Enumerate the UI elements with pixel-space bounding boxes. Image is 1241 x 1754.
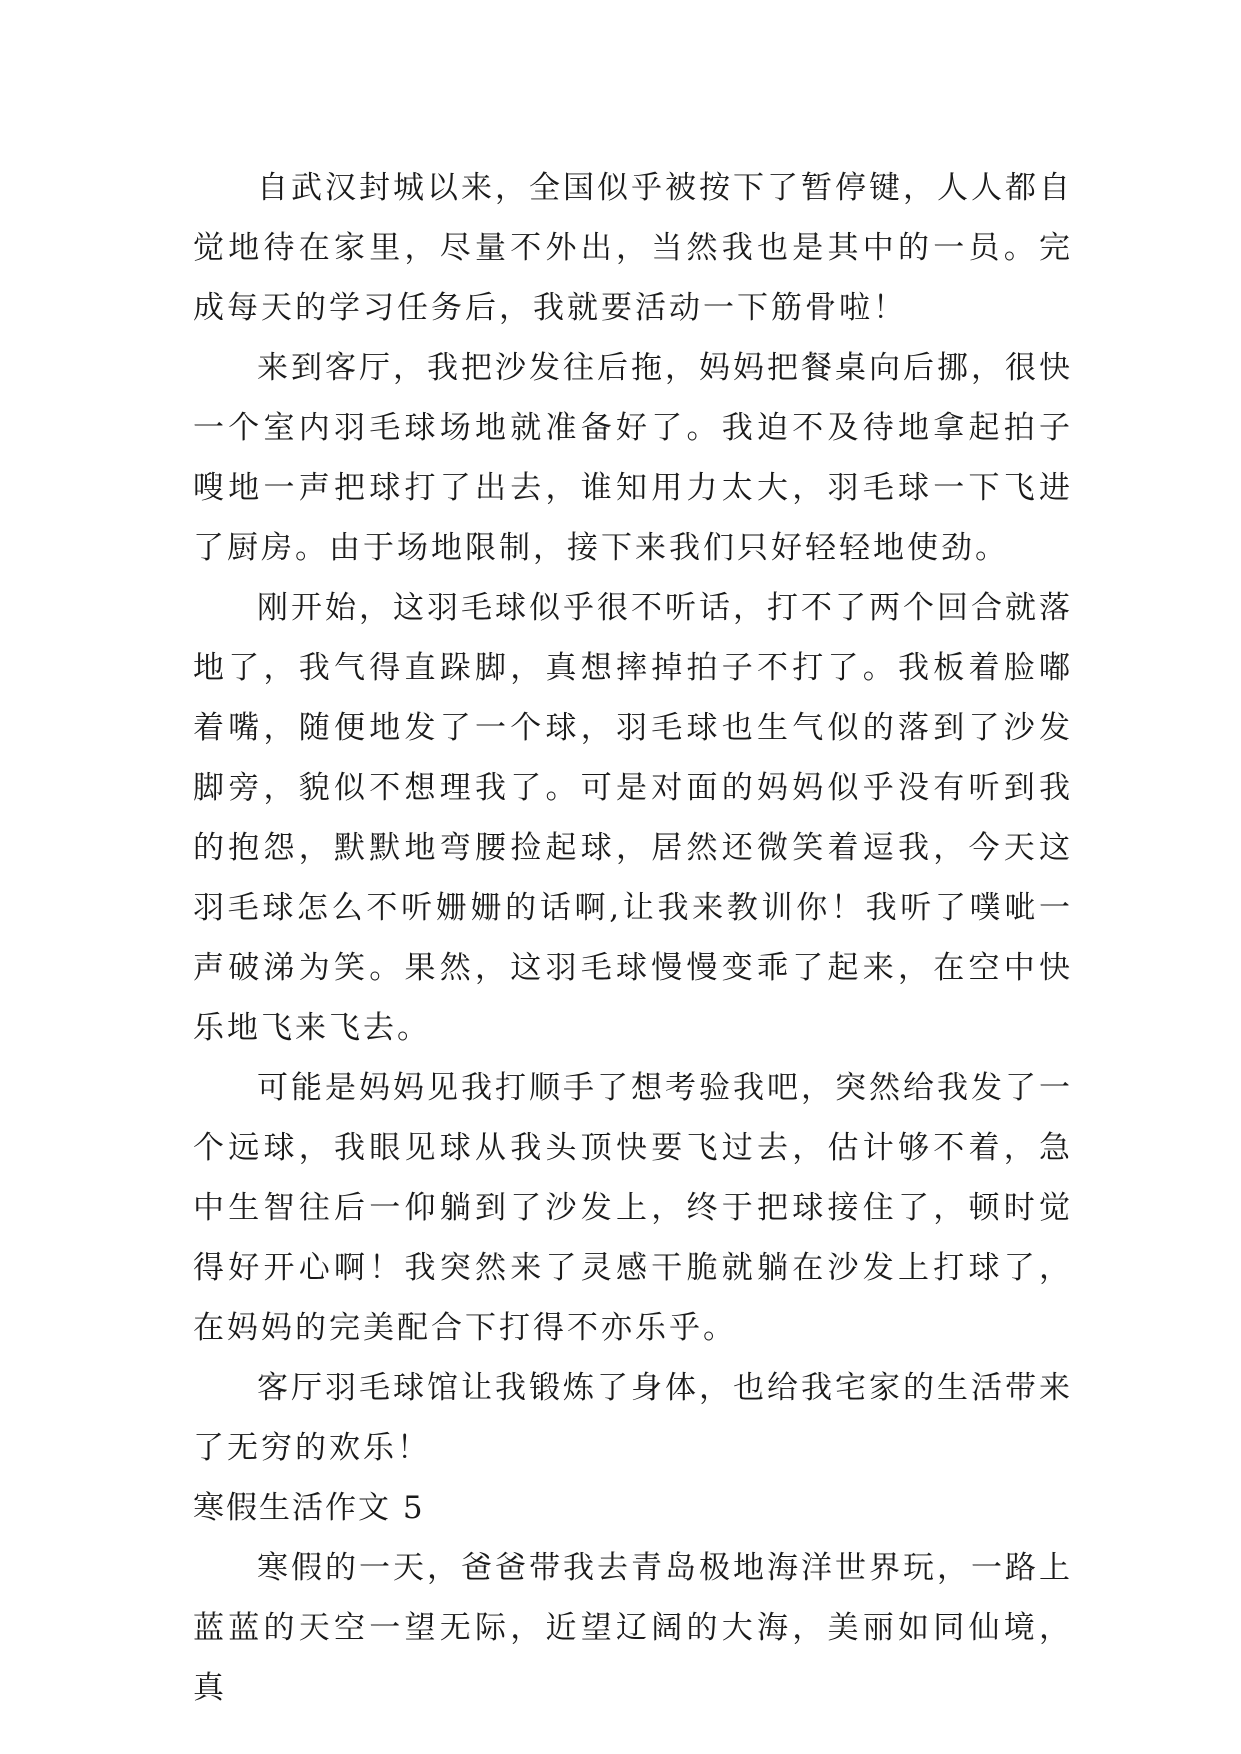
paragraph-1: 自武汉封城以来，全国似乎被按下了暂停键，人人都自觉地待在家里，尽量不外出，当然我也是其中的一员。完成每天的学习任务后，我就要活动一下筋骨啦！ bbox=[193, 170, 1073, 326]
paragraph-4: 可能是妈妈见我打顺手了想考验我吧，突然给我发了一个远球，我眼见球从我头顶快要飞过去，估计够不着，急中生智往后一仰躺到了沙发上，终于把球接住了，顿时觉得好开心啊！我突然来了灵感干脆就躺在沙发上打球了，在妈妈的完美配合下打得不亦乐乎。 bbox=[193, 1070, 1073, 1346]
paragraph-2: 来到客厅，我把沙发往后拖，妈妈把餐桌向后挪，很快一个室内羽毛球场地就准备好了。我迫不及待地拿起拍子嗖地一声把球打了出去，谁知用力太大，羽毛球一下飞进了厨房。由于场地限制，接下来我们只好轻轻地使劲。 bbox=[193, 350, 1073, 566]
paragraph-6: 寒假的一天，爸爸带我去青岛极地海洋世界玩，一路上蓝蓝的天空一望无际，近望辽阔的大海，美丽如同仙境，真 bbox=[193, 1550, 1073, 1706]
paragraph-5: 客厅羽毛球馆让我锻炼了身体，也给我宅家的生活带来了无穷的欢乐！ bbox=[193, 1370, 1073, 1466]
paragraph-3: 刚开始，这羽毛球似乎很不听话，打不了两个回合就落地了，我气得直跺脚，真想摔掉拍子不打了。我板着脸嘟着嘴，随便地发了一个球，羽毛球也生气似的落到了沙发脚旁，貌似不想理我了。可是对面的妈妈似乎没有听到我的抱怨，默默地弯腰捡起球，居然还微笑着逗我，今天这羽毛球怎么不听姗姗的话啊,让我来教训你！我听了噗呲一声破涕为笑。果然，这羽毛球慢慢变乖了起来，在空中快乐地飞来飞去。 bbox=[193, 590, 1073, 1046]
document-body bbox=[193, 158, 1073, 1718]
section-heading: 寒假生活作文 5 bbox=[193, 1490, 425, 1526]
